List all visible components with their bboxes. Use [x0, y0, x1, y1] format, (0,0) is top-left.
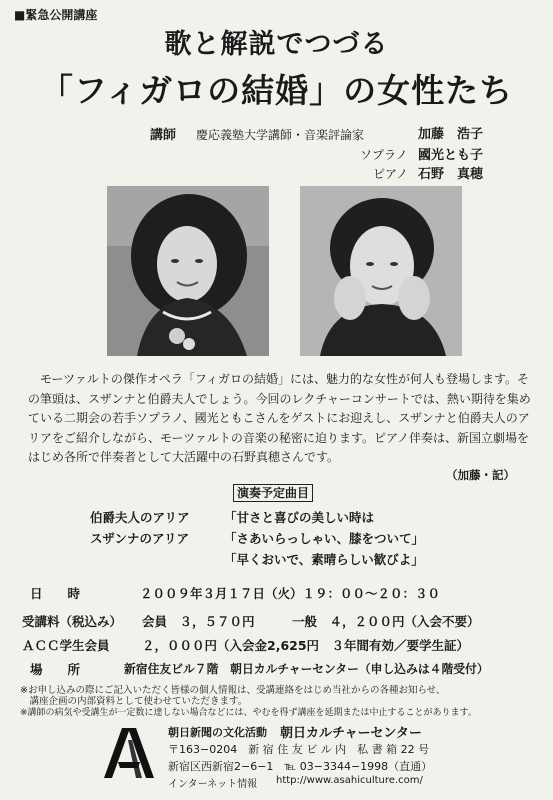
signature: （加藤・記）: [446, 468, 515, 482]
note-line-1: ※お申し込みの際にご記入いただく皆様の個人情報は、受講連絡をはじめ当社からの各種お知らせ、: [20, 685, 446, 696]
lecturer-tag: 講師: [150, 128, 177, 143]
title-line-1: 歌と解説でつづる: [164, 29, 389, 60]
fee-general: 一般 ４，２００円（入会不要）: [292, 614, 480, 629]
susanna-song-1: 「さあいらっしゃい、膝をついて」: [224, 531, 425, 546]
pianist-photo: [300, 186, 462, 356]
soprano-name: 國光とも子: [418, 148, 484, 163]
organizer-address-1: 〒163−0204 新 宿 住 友 ビ ル 内 私 書 箱 22 号: [168, 743, 430, 756]
note-line-2: 講座企画の内部資料として使わせていただきます。: [20, 696, 248, 707]
description-text: モーツァルトの傑作オペラ「フィガロの結婚」には、魅力的な女性が何人も登場します。その筆頭は、スザンナと伯爵夫人でしょう。今回のレクチャーコンサートでは、熱い期待を集めている二期会の若手ソプラノ、國光ともこさんをゲストにお迎えし、スザンナと伯爵夫人のアリアをご紹介しながら、モーツァルトの音楽の秘密に迫ります。ピアノ伴奏は、新国立劇場をはじめ各所で伴奏者として大活躍中の石野真穂さんです。: [28, 372, 531, 464]
date-label: 日 時: [30, 586, 81, 601]
organizer-tagline: 朝日新聞の文化活動: [168, 726, 267, 739]
place-value: 新宿住友ビル７階 朝日カルチャーセンター（申し込みは４階受付）: [124, 662, 489, 676]
date-value: ２００９年３月１７日（火）１９：００〜２０：３０: [140, 586, 441, 601]
piano-role: ピアノ: [373, 167, 409, 181]
note-line-3: ※講師の病気や受講生が一定数に達しない場合などには、やむを得ず講座を延期または中止することがあります。: [20, 708, 477, 718]
organizer-address-2: 新宿区西新宿2−6−1 ℡ 03−3344−1998（直通）: [168, 760, 433, 773]
program-label: 演奏予定曲目: [233, 484, 313, 502]
piano-name: 石野 真穂: [418, 167, 484, 182]
place-label: 場 所: [30, 662, 81, 677]
fee-label: 受講料（税込み）: [22, 614, 123, 629]
student-value: ２，０００円（入会金2,625円 ３年間有効／要学生証）: [142, 638, 470, 653]
web-label: インターネット情報: [168, 779, 258, 790]
countess-song: 「甘さと喜びの美しい時は: [224, 510, 375, 525]
organizer-logo: [98, 722, 160, 784]
student-label: ＡＣＣ学生会員: [22, 638, 110, 653]
soprano-role: ソプラノ: [360, 148, 408, 162]
section-label: ■緊急公開講座: [14, 8, 98, 22]
organizer-name: 朝日カルチャーセンター: [280, 726, 422, 741]
lecturer-name: 加藤 浩子: [418, 127, 484, 142]
soprano-photo: [107, 186, 269, 356]
web-link[interactable]: http://www.asahiculture.com/: [276, 775, 423, 786]
susanna-song-2: 「早くおいで、素晴らしい歓びよ」: [224, 552, 424, 567]
title-line-2: 「フィガロの結婚」の女性たち: [39, 71, 514, 110]
countess-aria-label: 伯爵夫人のアリア: [90, 510, 190, 525]
susanna-aria-label: スザンナのアリア: [90, 531, 190, 546]
lecturer-role: 慶応義塾大学講師・音楽評論家: [196, 128, 365, 142]
fee-member: 会員 ３，５７０円: [142, 614, 255, 629]
